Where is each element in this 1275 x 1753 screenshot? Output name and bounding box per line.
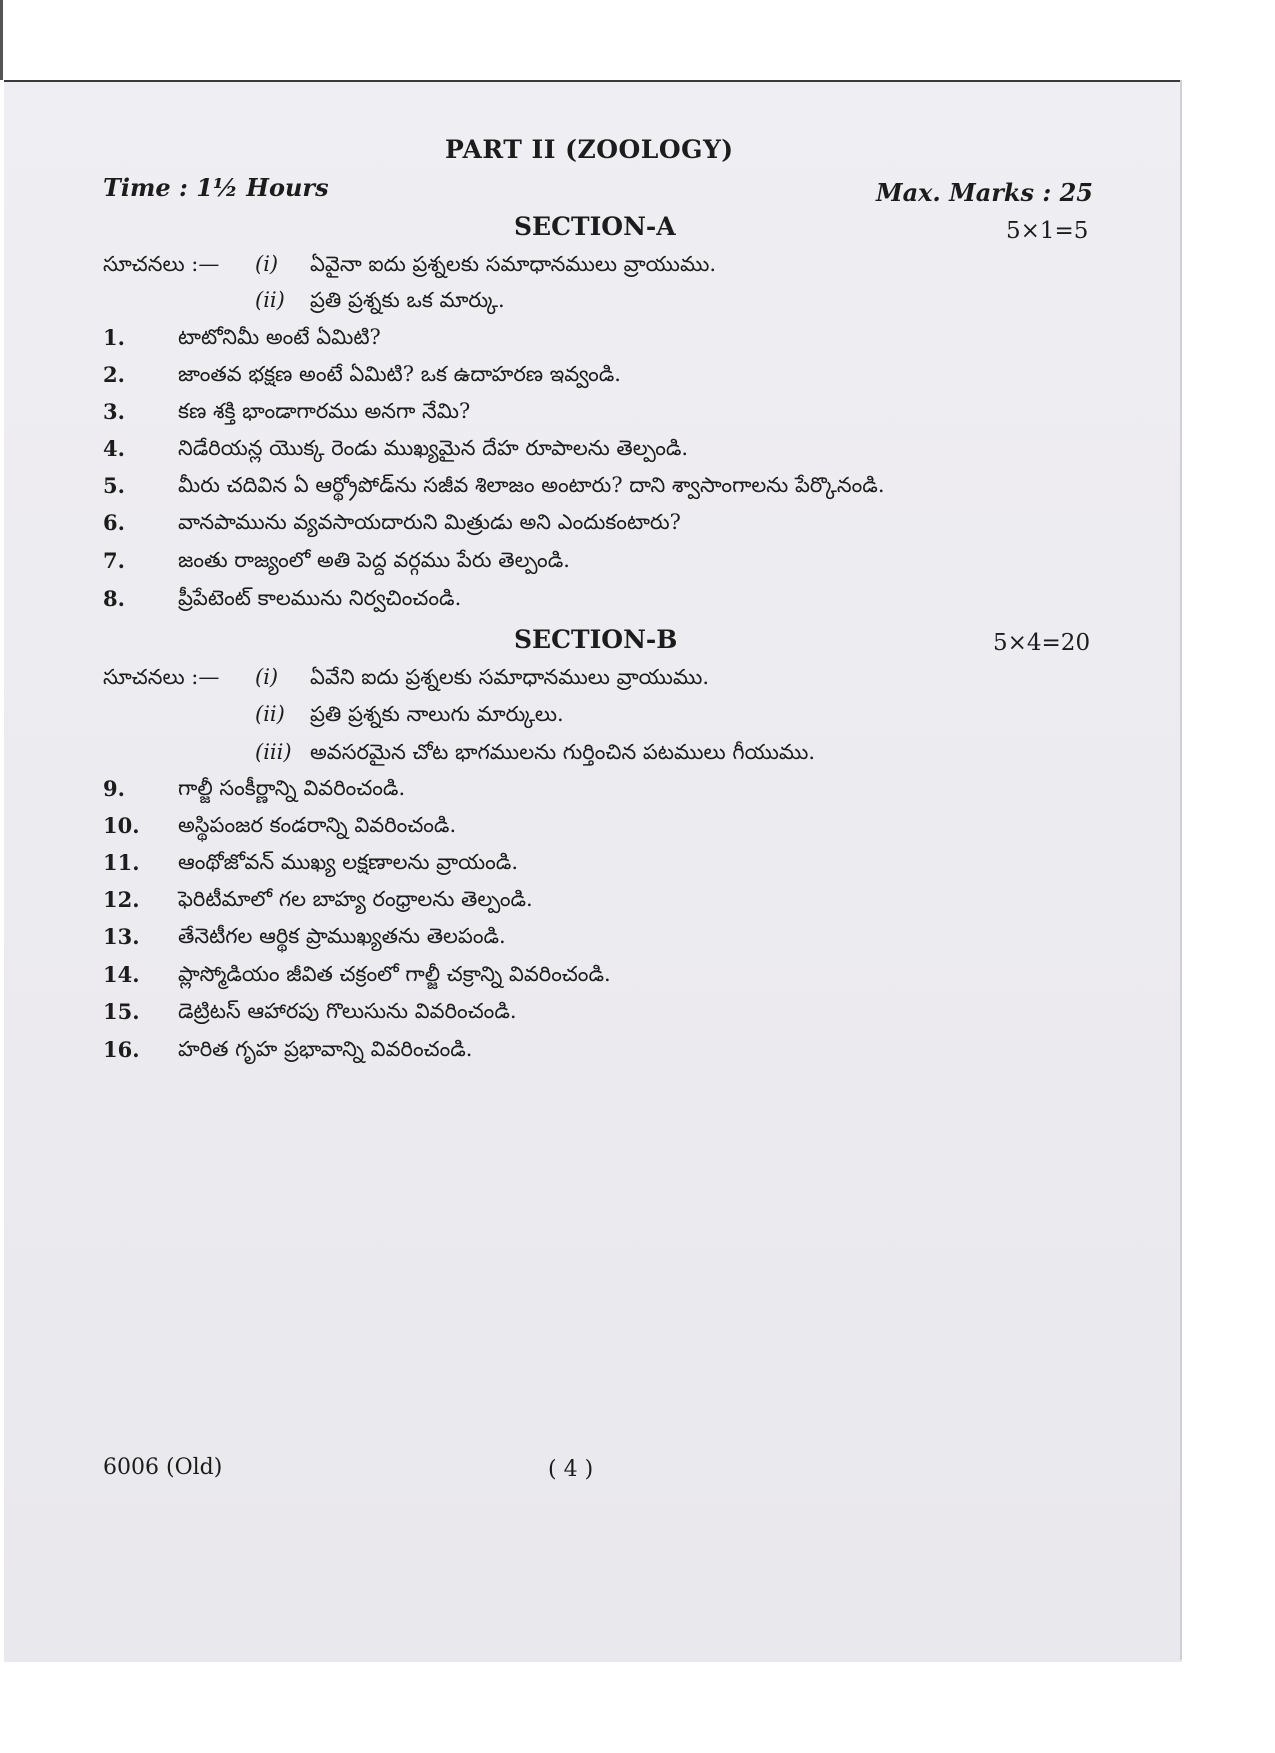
section-a-instruction-label: సూచనలు :—	[103, 252, 220, 276]
question-number: 4.	[103, 436, 125, 461]
section-b-instruction-roman: (iii)	[255, 740, 292, 764]
question-text: జంతు రాజ్యంలో అతి పెద్ద వర్గము పేరు తెల్పండి.	[178, 548, 570, 572]
section-b-marks: 5×4=20	[993, 630, 1091, 656]
question-number: 13.	[103, 924, 140, 949]
question-number: 6.	[103, 510, 125, 535]
question-text: వానపామును వ్యవసాయదారుని మిత్రుడు అని ఎందుకంటారు?	[178, 510, 681, 534]
question-number: 15.	[103, 999, 140, 1024]
section-b-title: SECTION-B	[514, 625, 678, 654]
section-b-instruction-label: సూచనలు :—	[103, 665, 220, 689]
question-text: కణ శక్తి భాండాగారము అనగా నేమి?	[178, 399, 471, 423]
page-number: ( 4 )	[548, 1457, 594, 1482]
question-number: 16.	[103, 1037, 140, 1062]
question-text: గాల్జీ సంకీర్ణాన్ని వివరించండి.	[178, 776, 406, 800]
question-text: ప్లాస్మోడియం జీవిత చక్రంలో గాల్జీ చక్రాన్ని వివరించండి.	[178, 962, 611, 986]
question-number: 1.	[103, 325, 125, 350]
section-b-instruction-text: ఏవేని ఐదు ప్రశ్నలకు సమాధానములు వ్రాయుము.	[310, 665, 710, 689]
scan-edge-left	[0, 0, 3, 80]
question-text: హరిత గృహ ప్రభావాన్ని వివరించండి.	[178, 1037, 473, 1061]
question-text: ఆంథోజోవన్ ముఖ్య లక్షణాలను వ్రాయండి.	[178, 850, 519, 874]
max-marks-label: Max. Marks : 25	[876, 178, 1094, 207]
question-number: 5.	[103, 473, 125, 498]
question-number: 14.	[103, 962, 140, 987]
section-a-instruction-text: ఏవైనా ఐదు ప్రశ్నలకు సమాధానములు వ్రాయుము.	[310, 252, 717, 276]
question-number: 7.	[103, 548, 125, 573]
question-text: డెట్రిటస్ ఆహారపు గొలుసును వివరించండి.	[178, 999, 517, 1023]
question-text: తేనెటీగల ఆర్థిక ప్రాముఖ్యతను తెలపండి.	[178, 924, 506, 948]
paper-code: 6006 (Old)	[103, 1455, 223, 1480]
question-number: 11.	[103, 850, 140, 875]
section-a-title: SECTION-A	[514, 212, 676, 241]
section-a-marks: 5×1=5	[1006, 218, 1089, 244]
section-b-instruction-text: ప్రతి ప్రశ్నకు నాలుగు మార్కులు.	[310, 702, 564, 726]
question-text: మీరు చదివిన ఏ ఆర్థ్రోపోడ్‌ను సజీవ శిలాజం అంటారు? దాని శ్వాసాంగాలను పేర్కొనండి.	[178, 473, 885, 497]
paper-title: PART II (ZOOLOGY)	[445, 135, 734, 164]
section-a-instruction-roman: (ii)	[255, 288, 285, 312]
question-text: ప్రీపేటెంట్ కాలమును నిర్వచించండి.	[178, 586, 462, 610]
question-text: జాంతవ భక్షణ అంటే ఏమిటి? ఒక ఉదాహరణ ఇవ్వండి.	[178, 362, 621, 386]
question-number: 10.	[103, 813, 140, 838]
question-number: 9.	[103, 776, 125, 801]
question-number: 12.	[103, 887, 140, 912]
scan-edge-right	[1180, 80, 1182, 1660]
question-text: అస్థిపంజర కండరాన్ని వివరించండి.	[178, 813, 457, 837]
section-a-instruction-roman: (i)	[255, 252, 279, 276]
section-b-instruction-text: అవసరమైన చోట భాగములను గుర్తించిన పటములు గీయుము.	[310, 740, 816, 764]
time-label: Time : 1½ Hours	[103, 173, 329, 202]
question-number: 8.	[103, 586, 125, 611]
question-text: టాటోనిమీ అంటే ఏమిటి?	[178, 325, 381, 349]
question-text: నిడేరియన్ల యొక్క రెండు ముఖ్యమైన దేహ రూపాలను తెల్పండి.	[178, 436, 689, 460]
question-number: 3.	[103, 399, 125, 424]
question-text: ఫెరిటీమాలో గల బాహ్య రంధ్రాలను తెల్పండి.	[178, 887, 533, 911]
section-b-instruction-roman: (ii)	[255, 702, 285, 726]
section-a-instruction-text: ప్రతి ప్రశ్నకు ఒక మార్కు.	[310, 288, 505, 312]
section-b-instruction-roman: (i)	[255, 665, 279, 689]
question-number: 2.	[103, 362, 125, 387]
